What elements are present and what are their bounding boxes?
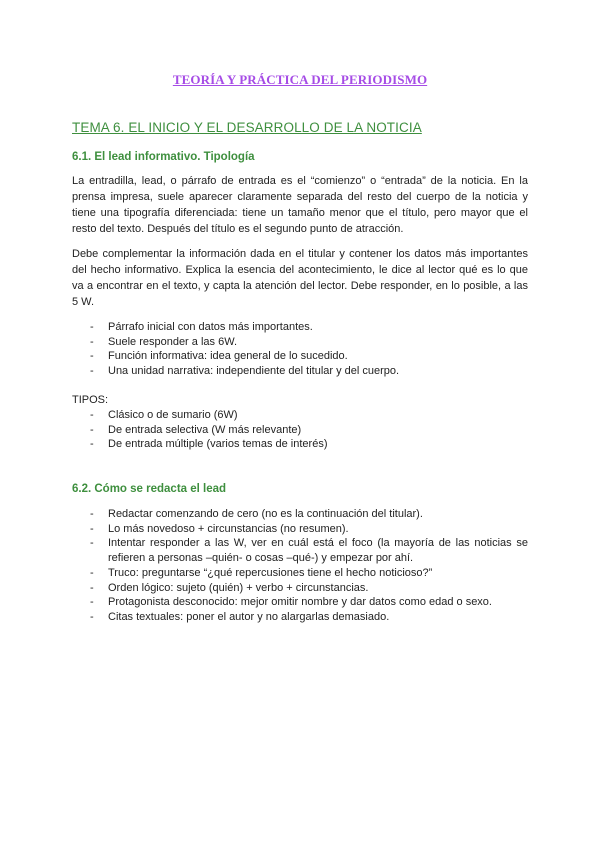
list-item: - Clásico o de sumario (6W) — [90, 409, 238, 421]
document-title: TEORÍA Y PRÁCTICA DEL PERIODISMO — [172, 72, 428, 87]
list-dash: - — [90, 423, 94, 436]
list-item: - De entrada selectiva (W más relevante) — [90, 423, 302, 436]
list-item: - Una unidad narrativa: independiente del titular y del cuerpo. — [90, 365, 400, 378]
types-label: TIPOS: — [72, 394, 109, 406]
list-item: - Función informativa: idea general de lo sucedido. — [90, 350, 348, 363]
list-item: - Suele responder a las 6W. — [90, 335, 238, 348]
list-dash: - — [90, 438, 94, 451]
list-dash: - — [90, 335, 94, 348]
list-dash: - — [90, 365, 94, 378]
list-dash: - — [90, 581, 94, 594]
list-dash: - — [90, 610, 94, 623]
list-item: - Truco: preguntarse “¿qué repercusiones tiene el hecho noticioso?” — [90, 566, 433, 579]
list-dash: - — [90, 596, 94, 609]
paragraph-lead-function: Debe complementar la información dada en el titular y contener los datos más importantes del hecho informativo. Explica la esencia del acontecimiento, le dice al lector qué es lo que va a encontrar en el texto, y capta la atención del lector. Debe responder, en lo posible, a las 5 W. — [72, 248, 528, 308]
list-dash: - — [90, 409, 94, 421]
list-item: - De entrada múltiple (varios temas de interés) — [90, 438, 328, 451]
list-dash: - — [90, 350, 94, 363]
list-item: - Lo más novedoso + circunstancias (no resumen). — [90, 522, 349, 535]
list-dash: - — [90, 522, 94, 535]
topic-heading: TEMA 6. EL INICIO Y EL DESARROLLO DE LA NOTICIA — [72, 120, 422, 135]
list-dash: - — [90, 508, 94, 520]
list-dash: - — [90, 537, 94, 550]
list-item: - Orden lógico: sujeto (quién) + verbo + circunstancias. — [90, 581, 369, 594]
list-item: - Redactar comenzando de cero (no es la continuación del titular). — [90, 508, 423, 520]
list-dash: - — [90, 566, 94, 579]
list-dash: - — [90, 321, 94, 333]
paragraph-lead-definition: La entradilla, lead, o párrafo de entrada es el “comienzo” o “entrada” de la noticia. En la prensa impresa, suele aparecer claramente separada del resto del cuerpo de la noticia y tiene una tipografía diferenciada: tiene un tamaño menor que el título, pero mayor que el resto del texto. Después del título es el segundo punto de atracción. — [72, 175, 528, 235]
lead-writing-tips-list — [72, 507, 528, 625]
section-heading-6-1: 6.1. El lead informativo. Tipología — [72, 151, 255, 163]
lead-features-list — [72, 320, 528, 379]
list-item: - Protagonista desconocido: mejor omitir nombre y dar datos como edad o sexo. — [90, 596, 492, 609]
lead-types-list — [72, 408, 528, 452]
section-heading-6-2: 6.2. Cómo se redacta el lead — [72, 483, 227, 495]
list-item: - Intentar responder a las W, ver en cuál está el foco (la mayoría de las noticias se refieren a personas –quién- o cosas –qué-) y empezar por ahí. — [90, 537, 528, 565]
list-item: - Párrafo inicial con datos más importantes. — [90, 321, 313, 333]
list-item: - Citas textuales: poner el autor y no alargarlas demasiado. — [90, 610, 390, 623]
